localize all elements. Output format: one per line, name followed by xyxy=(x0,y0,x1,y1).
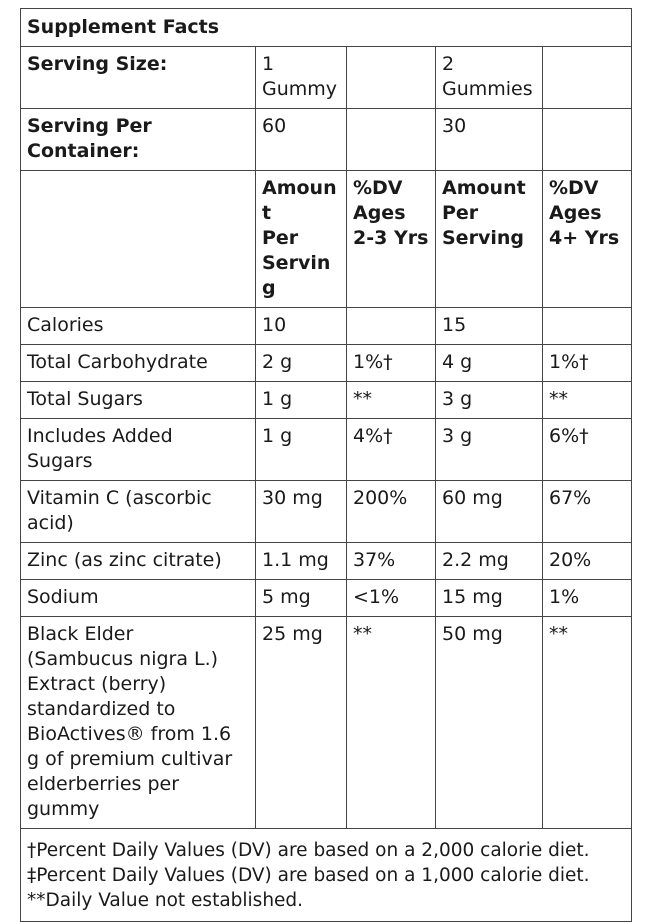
nutrient-name: Sodium xyxy=(21,580,256,617)
dv-1: 37% xyxy=(347,543,436,580)
serving-size-label: Serving Size: xyxy=(21,47,256,109)
empty-cell xyxy=(21,171,256,308)
empty-cell xyxy=(543,109,632,171)
amount-per-serving-header-1: Amount Per Serving xyxy=(256,171,347,308)
supplement-facts-table xyxy=(20,8,632,922)
dv-2 xyxy=(543,308,632,345)
amount-1: 5 mg xyxy=(256,580,347,617)
amount-2: 2.2 mg xyxy=(436,543,543,580)
table-row xyxy=(21,419,632,481)
serving-size-value-1: 1 Gummy xyxy=(256,47,347,109)
dv-1: ** xyxy=(347,382,436,419)
dv-2: ** xyxy=(543,617,632,829)
amount-1: 1.1 mg xyxy=(256,543,347,580)
servings-per-container-row xyxy=(21,109,632,171)
dv-2: ** xyxy=(543,382,632,419)
amount-2: 50 mg xyxy=(436,617,543,829)
dv-1: 4%† xyxy=(347,419,436,481)
panel-title: Supplement Facts xyxy=(21,9,632,47)
servings-per-container-value-2: 30 xyxy=(436,109,543,171)
empty-cell xyxy=(347,109,436,171)
amount-2: 15 mg xyxy=(436,580,543,617)
nutrient-name: Calories xyxy=(21,308,256,345)
amount-2: 15 xyxy=(436,308,543,345)
table-row xyxy=(21,481,632,543)
supplement-facts-panel xyxy=(20,8,631,922)
table-row xyxy=(21,543,632,580)
amount-1: 1 g xyxy=(256,419,347,481)
table-row xyxy=(21,382,632,419)
empty-cell xyxy=(347,47,436,109)
footnotes xyxy=(21,829,632,922)
dv-2: 67% xyxy=(543,481,632,543)
dv-ages-4-plus-header: %DV Ages 4+ Yrs xyxy=(543,171,632,308)
dv-1: ** xyxy=(347,617,436,829)
footnote-not-established: **Daily Value not established. xyxy=(27,890,304,911)
nutrient-name: Vitamin C (ascorbic acid) xyxy=(21,481,256,543)
table-row xyxy=(21,580,632,617)
serving-size-row xyxy=(21,47,632,109)
amount-1: 2 g xyxy=(256,345,347,382)
dv-1: 200% xyxy=(347,481,436,543)
servings-per-container-value-1: 60 xyxy=(256,109,347,171)
footnote-double-dagger: ‡Percent Daily Values (DV) are based on a 1,000 calorie diet. xyxy=(27,865,590,886)
amount-2: 3 g xyxy=(436,419,543,481)
column-header-row xyxy=(21,171,632,308)
serving-size-value-2: 2 Gummies xyxy=(436,47,543,109)
nutrient-name: Includes Added Sugars xyxy=(21,419,256,481)
footnote-row xyxy=(21,829,632,922)
dv-2: 1% xyxy=(543,580,632,617)
dv-1 xyxy=(347,308,436,345)
dv-ages-2-3-header: %DV Ages 2-3 Yrs xyxy=(347,171,436,308)
amount-2: 60 mg xyxy=(436,481,543,543)
amount-1: 25 mg xyxy=(256,617,347,829)
dv-2: 1%† xyxy=(543,345,632,382)
dv-1: 1%† xyxy=(347,345,436,382)
amount-2: 3 g xyxy=(436,382,543,419)
dv-1: <1% xyxy=(347,580,436,617)
dv-2: 20% xyxy=(543,543,632,580)
nutrient-name: Black Elder (Sambucus nigra L.) Extract (berry) standardized to BioActives® from 1.6 g of premium cultivar elderberries per gummy xyxy=(21,617,256,829)
title-row xyxy=(21,9,632,47)
amount-1: 30 mg xyxy=(256,481,347,543)
footnote-dagger: †Percent Daily Values (DV) are based on a 2,000 calorie diet. xyxy=(27,840,590,861)
servings-per-container-label: Serving Per Container: xyxy=(21,109,256,171)
table-row xyxy=(21,617,632,829)
table-row xyxy=(21,308,632,345)
amount-1: 10 xyxy=(256,308,347,345)
nutrient-name: Total Carbohydrate xyxy=(21,345,256,382)
amount-1: 1 g xyxy=(256,382,347,419)
dv-2: 6%† xyxy=(543,419,632,481)
nutrient-name: Zinc (as zinc citrate) xyxy=(21,543,256,580)
nutrient-name: Total Sugars xyxy=(21,382,256,419)
amount-2: 4 g xyxy=(436,345,543,382)
amount-per-serving-header-2: Amount Per Serving xyxy=(436,171,543,308)
table-row xyxy=(21,345,632,382)
empty-cell xyxy=(543,47,632,109)
